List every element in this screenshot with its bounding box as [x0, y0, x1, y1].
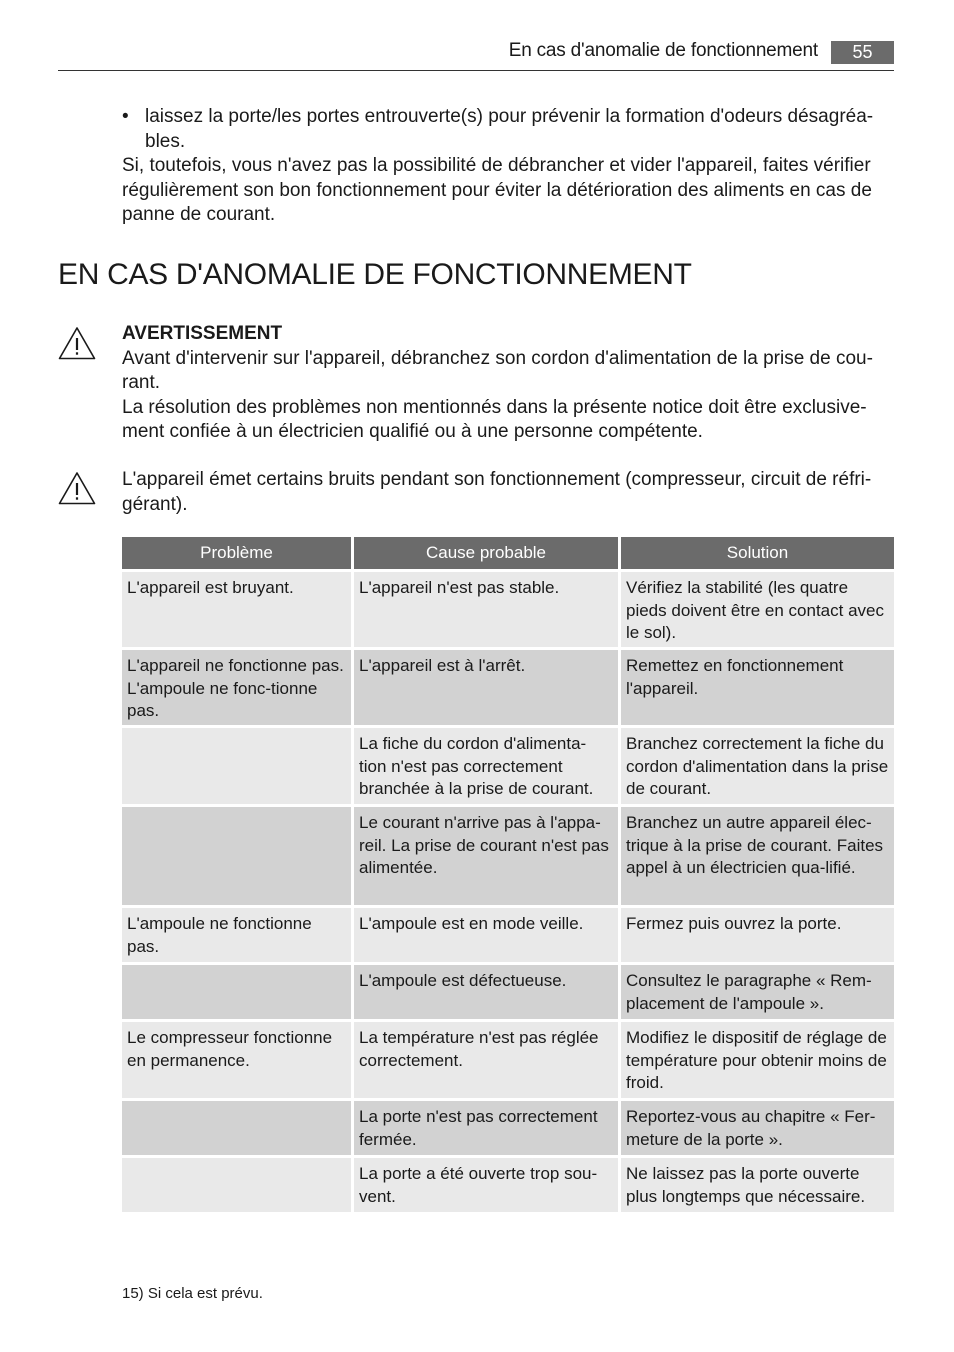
column-header-cause: Cause probable	[354, 537, 618, 569]
table-row	[122, 1158, 894, 1212]
cell-solution: Branchez un autre appareil élec-trique à la prise de courant. Faites appel à un électricien qua-lifié.	[621, 807, 894, 905]
warning-text-1: Avant d'intervenir sur l'appareil, débranchez son cordon d'alimentation de la prise de cou-rant.	[122, 347, 873, 393]
column-header-problem: Problème	[122, 537, 351, 569]
warning-title: AVERTISSEMENT	[122, 323, 283, 344]
warning-triangle-icon	[58, 326, 96, 360]
intro-block	[122, 105, 894, 228]
cell-cause: La porte a été ouverte trop sou-vent.	[354, 1158, 618, 1212]
cell-problem	[122, 728, 351, 804]
bullet-icon: •	[122, 106, 129, 127]
cell-cause: L'ampoule est en mode veille.	[354, 908, 618, 962]
table-row	[122, 572, 894, 647]
bullet-line-1: laissez la porte/les portes entrouverte(s) pour prévenir la formation d'odeurs désagréa-	[145, 106, 874, 127]
cell-solution: Modifiez le dispositif de réglage de température pour obtenir moins de froid.	[621, 1022, 894, 1098]
cell-cause: La fiche du cordon d'alimenta-tion n'est pas correctement branchée à la prise de courant.	[354, 728, 618, 804]
table-row	[122, 908, 894, 962]
cell-problem	[122, 965, 351, 1019]
cell-solution: Branchez correctement la fiche du cordon d'alimentation dans la prise de courant.	[621, 728, 894, 804]
cell-solution: Ne laissez pas la porte ouverte plus longtemps que nécessaire.	[621, 1158, 894, 1212]
cell-cause: L'ampoule est défectueuse.	[354, 965, 618, 1019]
cell-problem: L'appareil ne fonctionne pas. L'ampoule ne fonc-tionne pas.	[122, 650, 351, 725]
intro-paragraph: Si, toutefois, vous n'avez pas la possibilité de débrancher et vider l'appareil, faites vérifier régulièrement son bon fonctionnement pour éviter la détérioration des aliments en cas de panne de courant.	[122, 155, 872, 225]
cell-cause: La porte n'est pas correctement fermée.	[354, 1101, 618, 1155]
troubleshooting-table	[122, 537, 894, 1212]
cell-solution: Reportez-vous au chapitre « Fer-meture de la porte ».	[621, 1101, 894, 1155]
cell-problem	[122, 1158, 351, 1212]
cell-cause: La température n'est pas réglée correctement.	[354, 1022, 618, 1098]
cell-solution: Remettez en fonctionnement l'appareil.	[621, 650, 894, 725]
noise-notice: L'appareil émet certains bruits pendant son fonctionnement (compresseur, circuit de réfri-gérant).	[122, 469, 872, 515]
header-rule	[58, 70, 894, 71]
section-heading: EN CAS D'ANOMALIE DE FONCTIONNEMENT	[58, 258, 692, 291]
column-header-solution: Solution	[621, 537, 894, 569]
bullet-line-2: bles.	[145, 130, 186, 152]
table-row	[122, 807, 894, 905]
cell-problem	[122, 1101, 351, 1155]
caution-triangle-icon	[58, 471, 96, 505]
cell-cause: L'appareil est à l'arrêt.	[354, 650, 618, 725]
bullet-item	[122, 105, 894, 154]
cell-solution: Consultez le paragraphe « Rem-placement de l'ampoule ».	[621, 965, 894, 1019]
table-row	[122, 1101, 894, 1155]
cell-solution: Fermez puis ouvrez la porte.	[621, 908, 894, 962]
table-row	[122, 650, 894, 725]
warning-text-2: La résolution des problèmes non mentionnés dans la présente notice doit être exclusive-ment confiée à un électricien qualifié ou à une personne compétente.	[122, 396, 867, 442]
cell-cause: L'appareil n'est pas stable.	[354, 572, 618, 647]
table-row	[122, 728, 894, 804]
cell-solution: Vérifiez la stabilité (les quatre pieds doivent être en contact avec le sol).	[621, 572, 894, 647]
warning-block	[122, 322, 894, 445]
cell-problem: L'appareil est bruyant.	[122, 572, 351, 647]
running-header-title: En cas d'anomalie de fonctionnement	[508, 40, 818, 61]
cell-problem: L'ampoule ne fonctionne pas.	[122, 908, 351, 962]
cell-cause: Le courant n'arrive pas à l'appa-reil. La prise de courant n'est pas alimentée.	[354, 807, 618, 905]
cell-problem: Le compresseur fonctionne en permanence.	[122, 1022, 351, 1098]
table-row	[122, 1022, 894, 1098]
cell-problem	[122, 807, 351, 905]
table-row	[122, 965, 894, 1019]
page-number: 55	[831, 41, 894, 64]
table-header-row	[122, 537, 894, 569]
footnote: 15) Si cela est prévu.	[122, 1285, 263, 1302]
